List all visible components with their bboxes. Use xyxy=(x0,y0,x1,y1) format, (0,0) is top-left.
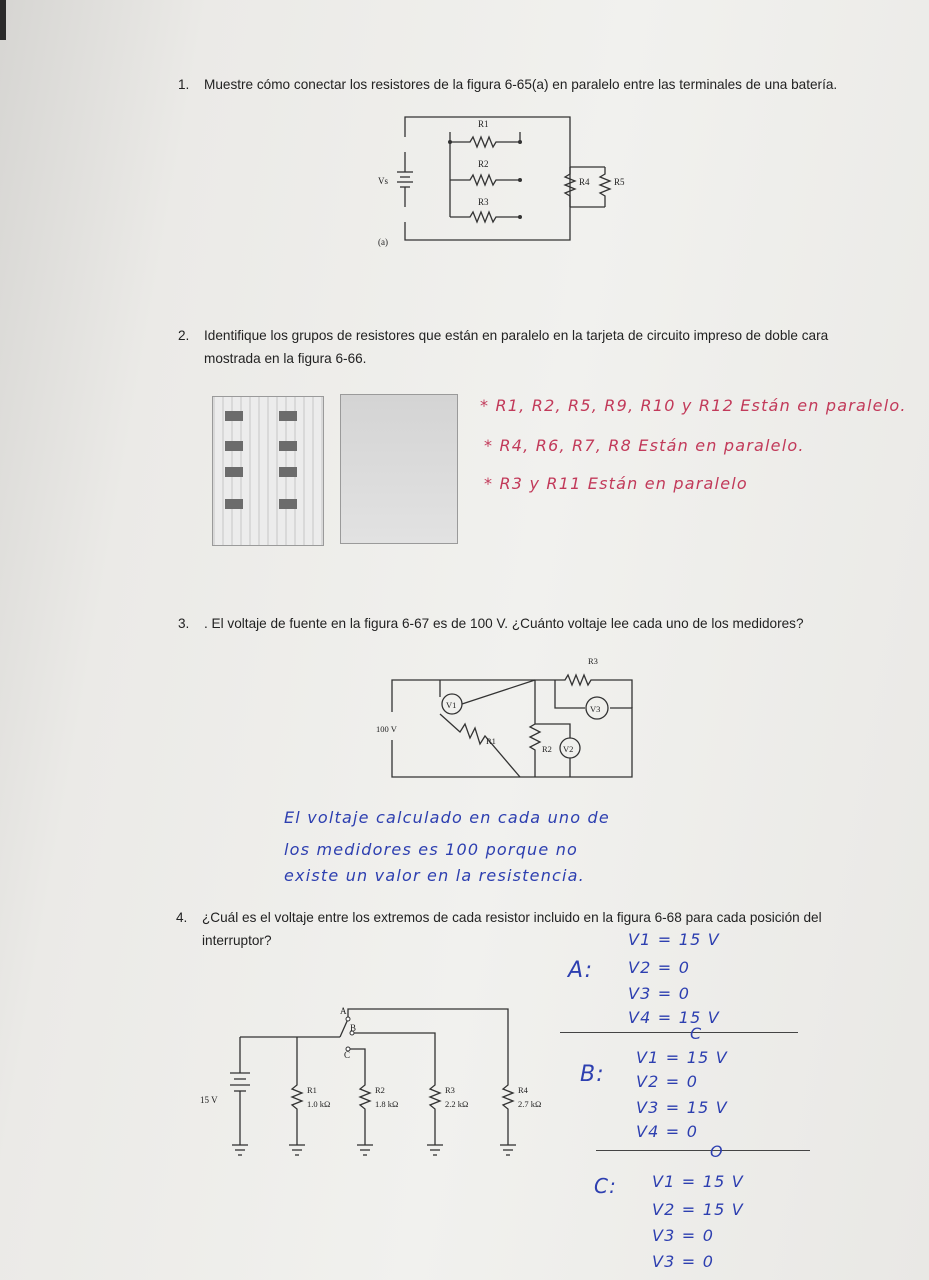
answer-4a-label: A: xyxy=(568,958,594,983)
fig3-label-r3: R3 xyxy=(588,656,598,666)
fig3-meter-v1: V1 xyxy=(446,700,457,710)
answer-4a-mark: C xyxy=(690,1024,703,1043)
answer-3-line-2: los medidores es 100 porque no xyxy=(284,840,579,859)
fig4-source-label: 15 V xyxy=(200,1095,218,1105)
circuit-board-side-1 xyxy=(212,396,324,546)
fig3-meter-v2: V2 xyxy=(563,744,574,754)
answer-2-line-1: * R1, R2, R5, R9, R10 y R12 Están en paralelo. xyxy=(480,396,907,415)
fig4-r3-value: 2.2 kΩ xyxy=(445,1099,469,1109)
answer-4b-line-3: V3 = 15 V xyxy=(636,1098,728,1117)
question-number: 4. xyxy=(176,910,188,925)
fig4-r4-name: R4 xyxy=(518,1085,528,1095)
fig4-r2-value: 1.8 kΩ xyxy=(375,1099,399,1109)
fig4-switch-b: B xyxy=(350,1023,357,1033)
fig1-label-r2: R2 xyxy=(478,159,489,169)
answer-4a-line-3: V3 = 0 xyxy=(628,984,691,1003)
fig1-label-r3: R3 xyxy=(478,197,489,207)
question-number: 2. xyxy=(178,328,190,343)
answer-4c-line-2: V2 = 15 V xyxy=(652,1200,744,1219)
answer-4-divider-1 xyxy=(560,1032,798,1033)
answer-4a-line-4: V4 = 15 V xyxy=(628,1008,720,1027)
fig1-label-r4: R4 xyxy=(579,177,590,187)
fig4-r1-name: R1 xyxy=(307,1085,317,1095)
fig1-label-vs: Vs xyxy=(378,176,389,186)
answer-4b-line-2: V2 = 0 xyxy=(636,1072,699,1091)
question-text: Muestre cómo conectar los resistores de la figura 6-65(a) en paralelo entre las terminales de una batería. xyxy=(204,77,838,92)
fig3-meter-v3: V3 xyxy=(590,704,601,714)
figure-6-65a xyxy=(370,112,640,252)
answer-4c-line-4: V3 = 0 xyxy=(652,1252,715,1271)
answer-4a-line-1: V1 = 15 V xyxy=(628,930,720,949)
answer-2-line-3: * R3 y R11 Están en paralelo xyxy=(484,474,748,493)
answer-2-line-2: * R4, R6, R7, R8 Están en paralelo. xyxy=(484,436,805,455)
question-text: ¿Cuál es el voltaje entre los extremos de cada resistor incluido en la figura 6-68 para cada posición del interruptor? xyxy=(202,910,822,948)
answer-3-line-3: existe un valor en la resistencia. xyxy=(284,866,585,885)
figure-6-67 xyxy=(370,652,640,782)
answer-4c-label: C: xyxy=(594,1174,618,1198)
answer-4a-line-2: V2 = 0 xyxy=(628,958,691,977)
figure-6-68 xyxy=(200,1005,560,1170)
answer-4b-label: B: xyxy=(580,1062,605,1087)
answer-4c-line-1: V1 = 15 V xyxy=(652,1172,744,1191)
fig3-source-label: 100 V xyxy=(376,724,397,734)
question-number: 1. xyxy=(178,77,190,92)
answer-4c-line-3: V3 = 0 xyxy=(652,1226,715,1245)
fig4-switch-a: A xyxy=(340,1006,347,1016)
circuit-board-side-2 xyxy=(340,394,458,544)
fig3-label-r1: R1 xyxy=(486,736,496,746)
fig1-label-r1: R1 xyxy=(478,119,489,129)
answer-4b-line-1: V1 = 15 V xyxy=(636,1048,728,1067)
fig3-label-r2: R2 xyxy=(542,744,552,754)
fig4-r2-name: R2 xyxy=(375,1085,385,1095)
fig4-r3-name: R3 xyxy=(445,1085,455,1095)
fig4-switch-c: C xyxy=(344,1050,351,1060)
question-number: 3. xyxy=(178,616,190,631)
question-text: Identifique los grupos de resistores que están en paralelo en la tarjeta de circuito impreso de doble cara mostrada en la figura 6-66. xyxy=(204,328,829,366)
fig4-r4-value: 2.7 kΩ xyxy=(518,1099,542,1109)
answer-4b-mark: O xyxy=(710,1142,724,1161)
page-corner-shadow xyxy=(0,0,6,40)
fig1-label-r5: R5 xyxy=(614,177,625,187)
answer-3-line-1: El voltaje calculado en cada uno de xyxy=(284,808,610,827)
answer-4b-line-4: V4 = 0 xyxy=(636,1122,699,1141)
answer-4-divider-2 xyxy=(596,1150,810,1151)
fig4-r1-value: 1.0 kΩ xyxy=(307,1099,331,1109)
question-text: . El voltaje de fuente en la figura 6-67 es de 100 V. ¿Cuánto voltaje lee cada uno de los medidores? xyxy=(204,616,804,631)
fig1-caption: (a) xyxy=(378,237,388,247)
